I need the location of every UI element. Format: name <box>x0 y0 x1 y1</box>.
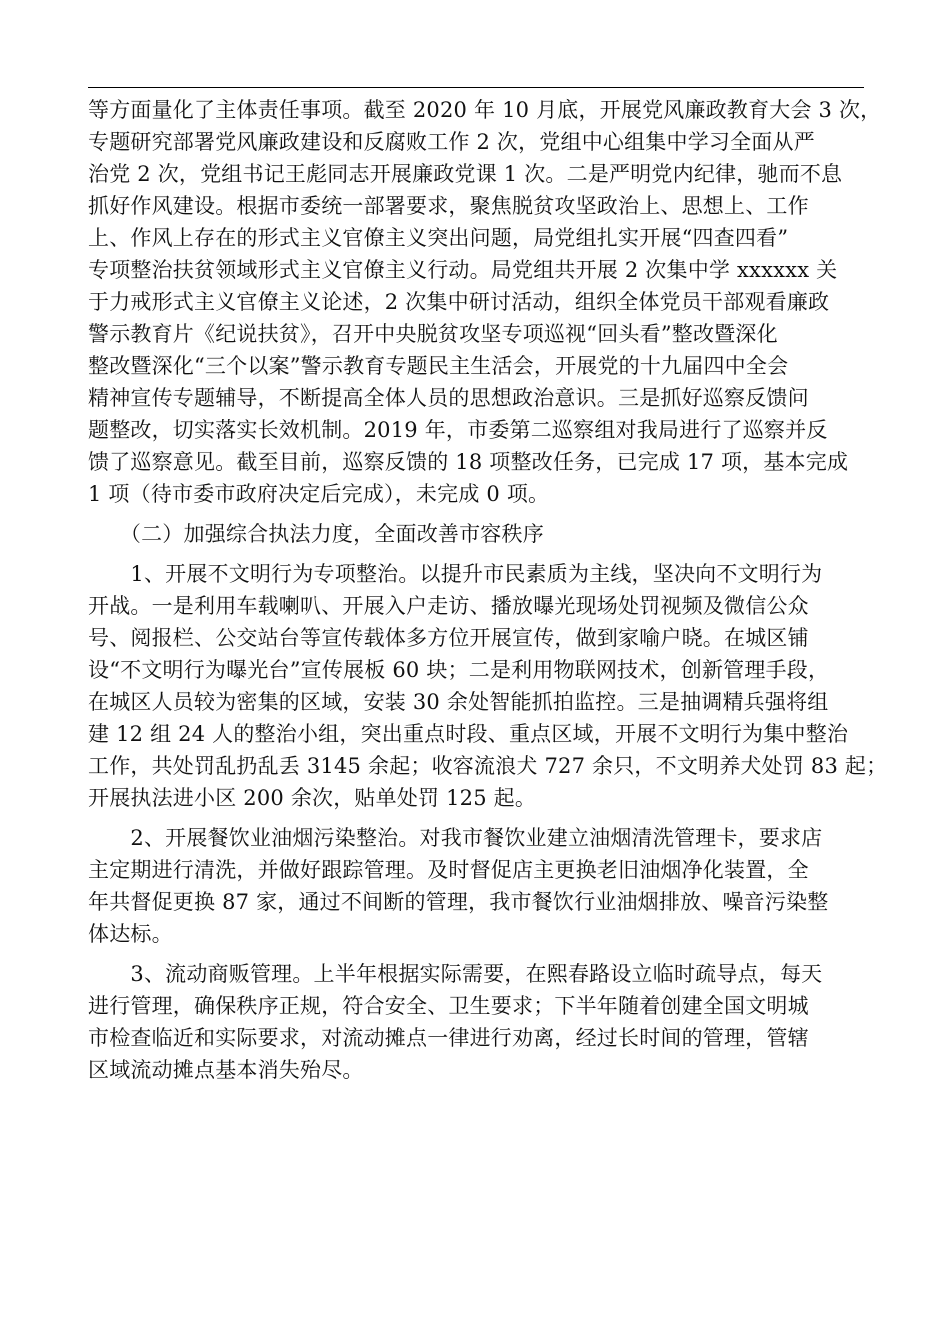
text-line: 题整改，切实落实长效机制。2019 年，市委第二巡察组对我局进行了巡察并反 <box>88 418 828 442</box>
text-line: 号、阅报栏、公交站台等宣传载体多方位开展宣传，做到家喻户晓。在城区铺 <box>88 626 809 650</box>
text-line: 工作，共处罚乱扔乱丢 3145 余起；收容流浪犬 727 余只，不文明养犬处罚 83 起； <box>88 754 888 778</box>
text-line: 上、作风上存在的形式主义官僚主义突出问题，局党组扎实开展“四查四看” <box>88 226 789 250</box>
text-line: 开战。一是利用车载喇叭、开展入户走访、播放曝光现场处罚视频及微信公众 <box>88 594 809 618</box>
text-line: 开展执法进小区 200 余次，贴单处罚 125 起。 <box>88 786 537 810</box>
text-line: 年共督促更换 87 家，通过不间断的管理，我市餐饮行业油烟排放、噪音污染整 <box>88 890 829 914</box>
text-line: 1 项（待市委市政府决定后完成），未完成 0 项。 <box>88 482 550 506</box>
text-line: 整改暨深化“三个以案”警示教育专题民主生活会，开展党的十九届四中全会 <box>88 354 789 378</box>
text-line: 在城区人员较为密集的区域，安装 30 余处智能抓拍监控。三是抽调精兵强将组 <box>88 690 829 714</box>
text-line: 建 12 组 24 人的整治小组，突出重点时段、重点区域，开展不文明行为集中整治 <box>88 722 849 746</box>
text-line: 主定期进行清洗，并做好跟踪管理。及时督促店主更换老旧油烟净化装置，全 <box>88 858 809 882</box>
text-line: 馈了巡察意见。截至目前，巡察反馈的 18 项整改任务，已完成 17 项，基本完成 <box>88 450 849 474</box>
text-line: 于力戒形式主义官僚主义论述，2 次集中研讨活动，组织全体党员干部观看廉政 <box>88 290 830 314</box>
text-line: 2、开展餐饮业油烟污染整治。对我市餐饮业建立油烟清洗管理卡，要求店 <box>88 826 823 850</box>
text-line: 警示教育片《纪说扶贫》，召开中央脱贫攻坚专项巡视“回头看”整改暨深化 <box>88 322 778 346</box>
text-line: 等方面量化了主体责任事项。截至 2020 年 10 月底，开展党风廉政教育大会 3 次， <box>88 98 882 122</box>
text-line: 设“不文明行为曝光台”宣传展板 60 块；二是利用物联网技术，创新管理手段， <box>88 658 830 682</box>
text-line: 区域流动摊点基本消失殆尽。 <box>88 1058 364 1082</box>
text-line: 3、流动商贩管理。上半年根据实际需要，在熙春路设立临时疏导点，每天 <box>88 962 823 986</box>
text-line: 专题研究部署党风廉政建设和反腐败工作 2 次，党组中心组集中学习全面从严 <box>88 130 815 154</box>
text-line: 进行管理，确保秩序正规，符合安全、卫生要求；下半年随着创建全国文明城 <box>88 994 809 1018</box>
document-body <box>88 94 888 1086</box>
text-line: 治党 2 次，党组书记王彪同志开展廉政党课 1 次。二是严明党内纪律，驰而不息 <box>88 162 843 186</box>
text-line: 市检查临近和实际要求，对流动摊点一律进行劝离，经过长时间的管理，管辖 <box>88 1026 809 1050</box>
text-line: 1、开展不文明行为专项整治。以提升市民素质为主线，坚决向不文明行为 <box>88 562 823 586</box>
text-line: 专项整治扶贫领域形式主义官僚主义行动。局党组共开展 2 次集中学 xxxxxx 关 <box>88 258 838 282</box>
text-line: 体达标。 <box>88 922 173 946</box>
text-line: 抓好作风建设。根据市委统一部署要求，聚焦脱贫攻坚政治上、思想上、工作 <box>88 194 809 218</box>
section-heading: （二）加强综合执法力度，全面改善市容秩序 <box>88 522 544 546</box>
text-line: 精神宣传专题辅导，不断提高全体人员的思想政治意识。三是抓好巡察反馈问 <box>88 386 809 410</box>
header-rule <box>88 87 864 88</box>
